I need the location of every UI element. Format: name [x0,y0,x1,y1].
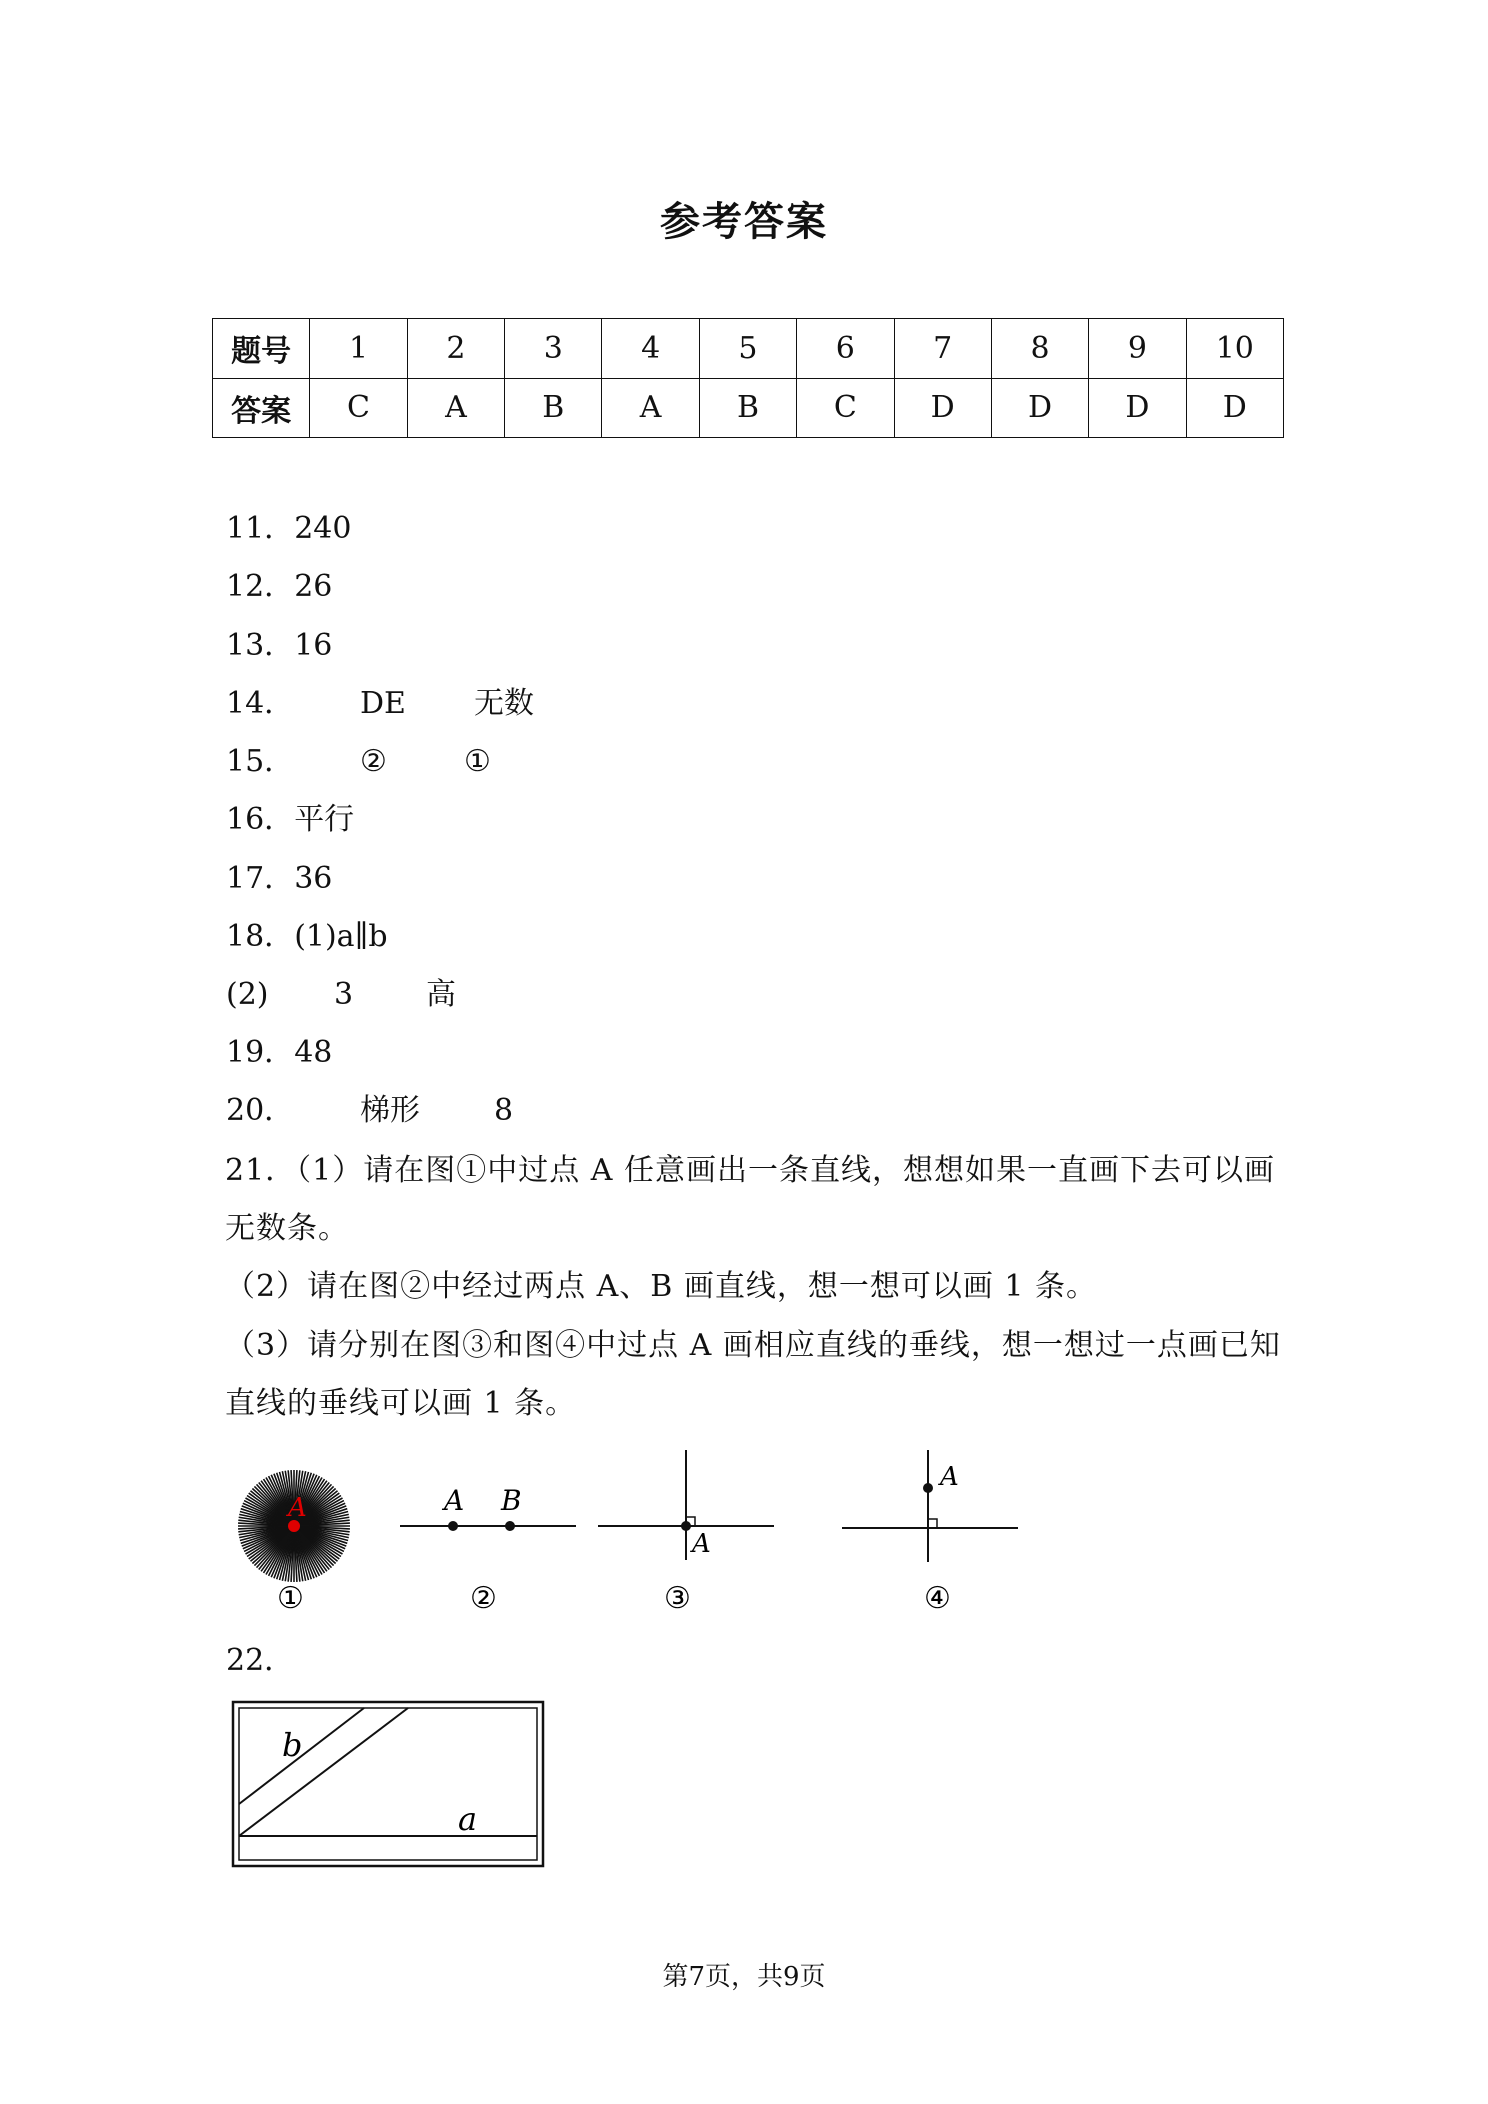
answer-12 [226,569,333,604]
answer-15 [226,744,491,779]
answer-blank-1: DE [360,686,406,721]
answer-text: 26 [294,569,333,604]
table-cell: C [797,378,894,438]
table-cell: 10 [1186,319,1283,379]
table-cell: 6 [797,319,894,379]
question-number: 13． [226,628,295,663]
answer-text: 16 [294,628,333,663]
table-cell: C [310,378,407,438]
table-cell: D [1186,378,1283,438]
table-cell: 3 [505,319,602,379]
answer-21-part1: 21．（1）请在图①中过点 A 任意画出一条直线，想想如果一直画下去可以画无数条。 [225,1153,1275,1246]
question-number: 17． [226,861,295,896]
figure-1-label: ① [277,1581,304,1616]
answer-21-part2: （2）请在图②中经过两点 A、B 画直线，想一想可以画 1 条。 [225,1269,1098,1304]
figure-3-label: ③ [664,1581,691,1616]
answer-21-part3: （3）请分别在图③和图④中过点 A 画相应直线的垂线，想一想过一点画已知直线的垂线可以画 1 条。 [225,1328,1281,1421]
figure-4-label: ④ [924,1581,951,1616]
table-row [213,319,1284,379]
table-header-cell: 题号 [213,319,310,379]
answer-text: 240 [294,511,352,546]
table-cell: A [407,378,504,438]
answer-text: 48 [294,1035,333,1070]
answer-blank-1: ② [360,744,387,779]
question-number: (2) [226,977,269,1012]
question-number: 16． [226,802,295,837]
question-number: 14． [226,686,295,721]
table-cell: D [894,378,991,438]
table-cell: 4 [602,319,699,379]
answer-11 [226,511,352,546]
table-cell: 2 [407,319,504,379]
answer-table [212,318,1284,438]
table-cell: D [1089,378,1186,438]
table-row [213,378,1284,438]
answer-text: (1)a∥b [294,919,388,954]
answer-blank-2: 8 [494,1093,514,1128]
table-cell: B [699,378,796,438]
figures-21 [0,1430,1488,1630]
point-a-dot [923,1483,933,1493]
answer-text: 平行 [294,802,355,837]
table-cell: 5 [699,319,796,379]
right-angle-mark [928,1519,937,1528]
question-number: 18． [226,919,295,954]
answer-blank-2: ① [464,744,491,779]
answer-14 [226,686,534,721]
question-number: 22． [226,1643,295,1678]
answer-18 [226,919,388,954]
question-number: 15． [226,744,295,779]
table-cell: D [991,378,1088,438]
point-a-label: A [444,1484,465,1517]
answer-19 [226,1035,333,1070]
point-b-label: B [501,1484,522,1517]
table-cell: B [505,378,602,438]
answer-text: 36 [294,861,333,896]
answer-blank-2: 无数 [474,686,534,721]
answer-blank-1: 梯形 [360,1093,420,1128]
answer-blank-1: 3 [334,977,354,1012]
line-b-label: b [282,1726,303,1764]
point-b-dot [505,1521,515,1531]
point-a-dot [681,1521,691,1531]
figure-22 [0,1690,600,1880]
table-cell: 7 [894,319,991,379]
outer-border [233,1702,543,1866]
point-a-label: A [692,1529,711,1559]
answer-18-part2 [226,977,456,1012]
question-number: 11． [226,511,295,546]
line-b-2 [239,1708,408,1836]
point-a-label: A [940,1462,959,1492]
table-cell: 1 [310,319,407,379]
answer-blank-2: 高 [426,977,456,1012]
table-cell: 8 [991,319,1088,379]
question-number: 12． [226,569,295,604]
answer-22 [226,1643,295,1678]
figure-2-label: ② [470,1581,497,1616]
page-footer: 第7页，共9页 [662,1962,826,1992]
answer-17 [226,861,333,896]
table-header-cell: 答案 [213,378,310,438]
answer-20 [226,1093,514,1128]
point-a-label: A [288,1493,307,1523]
question-number: 20． [226,1093,295,1128]
table-cell: A [602,378,699,438]
answer-16 [226,802,355,837]
page-title: 参考答案 [660,199,828,245]
line-a-label: a [458,1800,478,1838]
question-number: 19． [226,1035,295,1070]
table-cell: 9 [1089,319,1186,379]
point-a-dot [448,1521,458,1531]
answer-13 [226,628,333,663]
